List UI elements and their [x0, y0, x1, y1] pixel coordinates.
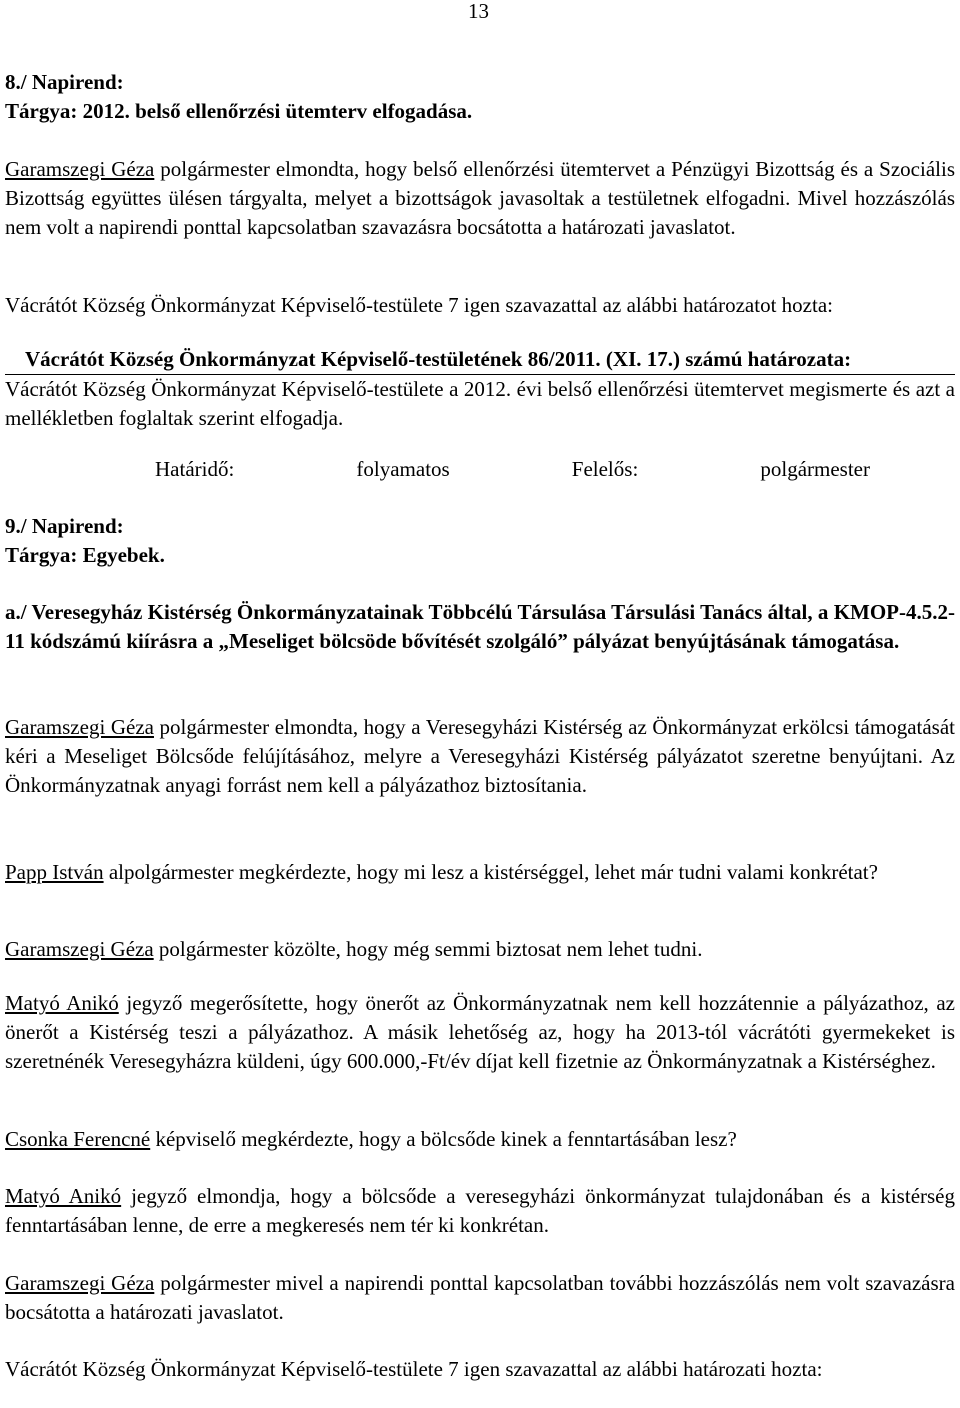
paragraph	[5, 713, 955, 800]
vote-text: Vácrátót Község Önkormányzat Képviselő-testülete 7 igen szavazattal az alábbi határozati hozta:	[5, 1357, 823, 1381]
agenda-heading: 8./ Napirend:	[5, 70, 124, 94]
deadline-label: Határidő:	[155, 457, 235, 481]
paragraph-text: alpolgármester megkérdezte, hogy mi lesz a kistérséggel, lehet már tudni valami konkrétat?	[103, 860, 878, 884]
agenda-heading: 9./ Napirend:	[5, 514, 124, 538]
paragraph	[5, 989, 955, 1076]
resolution-body	[5, 374, 955, 433]
page-number: 13	[468, 0, 489, 23]
agenda-item-9	[5, 512, 955, 570]
speaker-name: Garamszegi Géza	[5, 937, 154, 961]
paragraph-text: polgármester elmondta, hogy a Veresegyházi Kistérség az Önkormányzat erkölcsi támogatását kéri a Meseliget Bölcsőde felújításához, melyre a Veresegyházi Kistérség pályázatot szeretne benyújtani. Az Önkormányzatnak anyagi forrást nem kell a pályázathoz biztosítania.	[5, 715, 955, 797]
paragraph	[5, 935, 955, 964]
paragraph	[5, 858, 955, 887]
paragraph	[5, 1125, 955, 1154]
paragraph-text: jegyző elmondja, hogy a bölcsőde a veresegyházi önkormányzat tulajdonában és a kistérség fenntartásában lenne, de erre a megkeresés nem tér ki konkrétan.	[5, 1184, 955, 1237]
deadline-row	[155, 455, 870, 484]
vote-statement	[5, 1355, 955, 1384]
responsible-label: Felelős:	[571, 457, 639, 481]
paragraph	[5, 155, 955, 242]
vote-statement	[5, 291, 955, 320]
paragraph-text: jegyző megerősítette, hogy önerőt az Önkormányzatnak nem kell hozzátennie a pályázathoz, az önerőt a Kistérség teszi a pályázathoz. A másik lehetőség az, hogy ha 2013-tól vácrátóti gyermekeket is szeretnénék Veresegyházra küldeni, úgy 600.000,-Ft/év díjat kell fizetnie az Önkormányzatnak a Kistérséghez.	[5, 991, 955, 1073]
speaker-name: Garamszegi Géza	[5, 715, 154, 739]
responsible-value: polgármester	[760, 457, 870, 481]
paragraph	[5, 1269, 955, 1327]
resolution-title: Vácrátót Község Önkormányzat Képviselő-testületének 86/2011. (XI. 17.) számú határozata:	[25, 347, 852, 371]
paragraph-text: polgármester elmondta, hogy belső ellenőrzési ütemtervet a Pénzügyi Bizottság és a Szociális Bizottság együttes ülésen tárgyalta, melyet a bizottságok javasoltak a testületnek elfogadni. Mivel hozzászólás nem volt a napirendi ponttal kapcsolatban szavazásra bocsátotta a határozati javaslatot.	[5, 157, 955, 239]
agenda-item-8	[5, 68, 955, 126]
speaker-name: Matyó Anikó	[5, 1184, 122, 1208]
agenda-subject: Tárgya: Egyebek.	[5, 543, 165, 567]
agenda-subject: Tárgya: 2012. belső ellenőrzési ütemterv elfogadása.	[5, 99, 473, 123]
paragraph-text: polgármester közölte, hogy még semmi biztosat nem lehet tudni.	[153, 937, 703, 961]
deadline-value: folyamatos	[356, 457, 450, 481]
paragraph	[5, 1182, 955, 1240]
speaker-name: Garamszegi Géza	[5, 157, 155, 181]
resolution-text: Vácrátót Község Önkormányzat Képviselő-testülete a 2012. évi belső ellenőrzési ütemtervet megismerte és azt a mellékletben foglaltak szerint elfogadja.	[5, 377, 955, 430]
paragraph-text: polgármester mivel a napirendi ponttal kapcsolatban további hozzászólás nem volt szavazásra bocsátotta a határozati javaslatot.	[5, 1271, 955, 1324]
resolution-box	[5, 345, 955, 433]
sub-item-a	[5, 598, 955, 656]
paragraph-text: képviselő megkérdezte, hogy a bölcsőde kinek a fenntartásában lesz?	[150, 1127, 737, 1151]
vote-text: Vácrátót Község Önkormányzat Képviselő-testülete 7 igen szavazattal az alábbi határozatot hozta:	[5, 293, 833, 317]
sub-item-title: a./ Veresegyház Kistérség Önkormányzatainak Többcélú Társulása Társulási Tanács által, a KMOP-4.5.2-11 kódszámú kiírásra a „Meseliget bölcsöde bővítését szolgáló” pályázat benyújtásának támogatása.	[5, 600, 955, 653]
speaker-name: Csonka Ferencné	[5, 1127, 151, 1151]
speaker-name: Matyó Anikó	[5, 991, 119, 1015]
speaker-name: Garamszegi Géza	[5, 1271, 155, 1295]
speaker-name: Papp István	[5, 860, 104, 884]
